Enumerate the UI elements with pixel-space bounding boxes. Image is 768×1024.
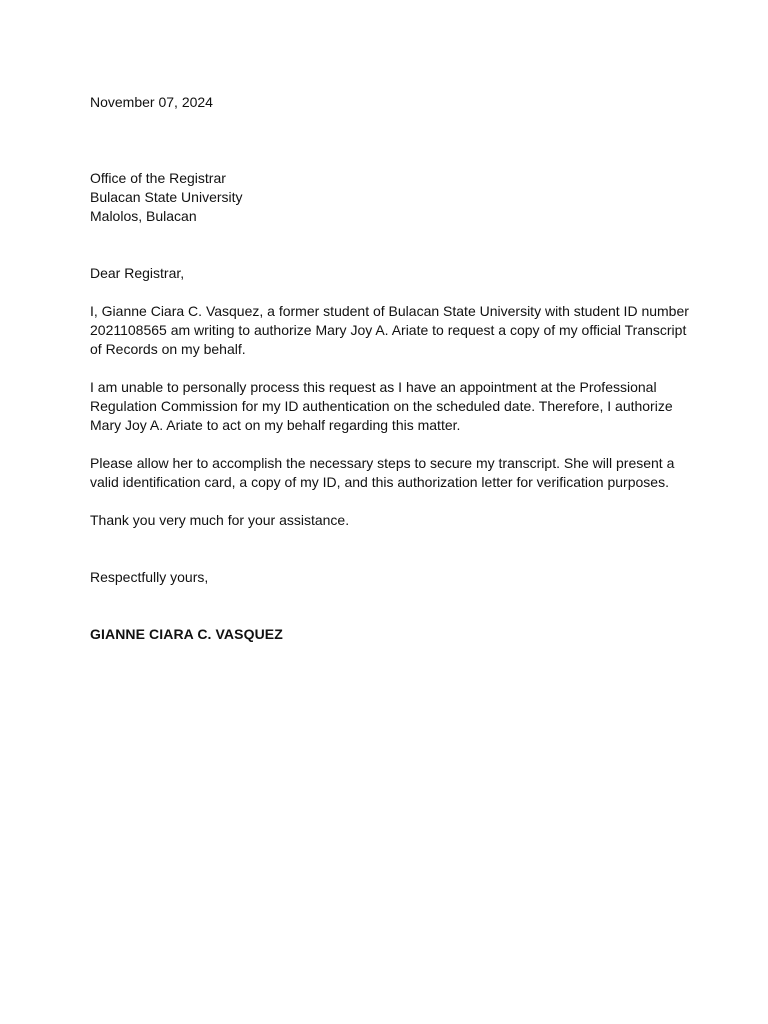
body-paragraph-reason: I am unable to personally process this request as I have an appointment at the Professional Regulation Commission for my ID authentication on the scheduled date. Therefore, I authorize Mary Joy A. Ariate to act on my behalf regarding this matter. [90,379,673,433]
recipient-location: Malolos, Bulacan [90,208,197,224]
authorization-letter [90,93,690,644]
body-paragraph-authorization: I, Gianne Ciara C. Vasquez, a former student of Bulacan State University with student ID number 2021108565 am writing to authorize Mary Joy A. Ariate to request a copy of my official Transcript of Records on my behalf. [90,303,689,357]
closing: Respectfully yours, [90,569,209,585]
recipient-address [90,169,690,226]
letter-date: November 07, 2024 [90,94,213,110]
body-paragraph-thanks: Thank you very much for your assistance. [90,512,350,528]
recipient-office: Office of the Registrar [90,170,226,186]
body-paragraph-instructions: Please allow her to accomplish the necessary steps to secure my transcript. She will present a valid identification card, a copy of my ID, and this authorization letter for verification purposes. [90,455,675,490]
recipient-university: Bulacan State University [90,189,243,205]
salutation: Dear Registrar, [90,265,185,281]
signature-name: GIANNE CIARA C. VASQUEZ [90,626,283,642]
